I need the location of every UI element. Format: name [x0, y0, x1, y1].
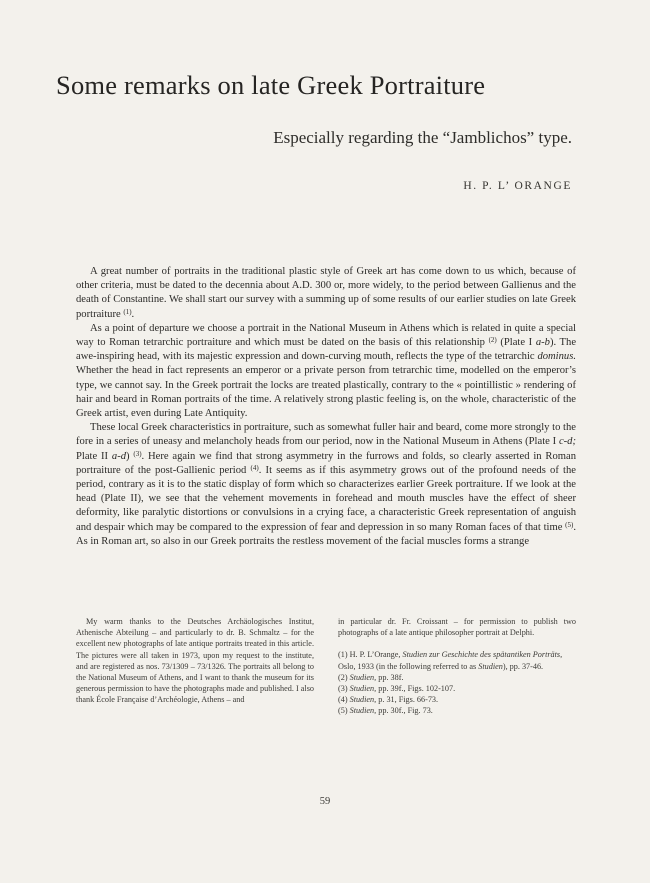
page-number: 59 — [319, 796, 331, 807]
footnote-ref: (4) — [250, 463, 259, 472]
article-title: Some remarks on late Greek Portraiture — [56, 70, 486, 100]
footnotes-right-column — [338, 616, 576, 717]
footnote-ref: (5) — [565, 520, 574, 529]
paragraph: These local Greek characteristics in portraiture, such as somewhat fuller hair and beard, come more strongly to the fore in a series of uneasy and melancholy heads from our period, now in the National Museum in Athens (Plate I c-d; Plate II a-d) $^{(3)}$. Here again we find that strong asymmetry in the furrows and folds, so clearly asserted in Roman portraiture of the post-Gallienic period $^{(4)}$. It seems as if this asymmetry grows out of the profound needs of the period, contrary as it is to the static display of form which so characterizes earlier Greek portraiture. If we look at the head (Plate II), we see that the vehement movements in forehead and mouth muscles have the effect of sheer deformity, like paralytic distortions or convulsions in a crying face, a characteristic Greek representation of anguish and despair which may be compared to the expression of fear and depression in so many Roman faces of that time $^{(5)}$. As in Roman art, so also in our Greek portraits the restless movement of the facial muscles forms a strange — [76, 422, 576, 547]
article-subtitle: Especially regarding the “Jamblichos” type. — [273, 128, 572, 147]
footnote-ref: (2) — [488, 336, 497, 345]
footnotes — [76, 616, 576, 717]
footnote-2: (2) Studien, pp. 38f. — [338, 672, 404, 682]
acknowledgement: My warm thanks to the Deutsches Archäologisches Institut, Athenische Abteilung – and particularly to dr. B. Schmaltz – for the excellent new photographs of late antique portraits treated in this article. The pictures were all taken in 1973, upon my request to the institute, and are registered as nos. 73/1309 – 73/1326. The portraits all belong to the National Museum of Athens, and I want to thank the museum for its generous permission to have the photographs made and published. I also thank École Française d’Archéologie, Athens – and — [76, 617, 314, 705]
acknowledgement-continued: in particular dr. Fr. Croissant – for permission to publish two photographs of a late antique philosopher portrait at Delphi. — [338, 617, 576, 638]
footnote-3: (3) Studien, pp. 39f., Figs. 102-107. — [338, 684, 456, 694]
footnote-1: (1) H. P. L’Orange, Studien zur Geschichte des spätantiken Porträts, Oslo, 1933 (in the following referred to as Studien), pp. 37-46. — [338, 650, 563, 671]
footnote-ref: (3) — [133, 449, 142, 458]
paragraph: As a point of departure we choose a portrait in the National Museum in Athens which is related in quite a special way to Roman tetrarchic portraiture and which must be dated on the basis of this relationship $^{(2)}$ (Plate I a-b). The awe-inspiring head, with its majestic expression and down-curving mouth, reflects the type of the tetrarchic dominus. Whether the head in fact represents an emperor or a private person from tetrarchic time, modelled on the emperor’s type, we cannot say. In the Greek portrait the locks are treated plastically, contrary to the « pointillistic » rendering of hair and beard in Roman portraits of the time. A relatively strong plastic feeling is, on the whole, characteristic of the Greek artist, even during Late Antiquity. — [76, 322, 577, 420]
paragraph: A great number of portraits in the traditional plastic style of Greek art has come down to us which, because of other criteria, must be dated to the decennia about A.D. 300 or, more widely, to the period between Gallienus and the death of Constantine. We shall start our survey with a summing up of some results of our earlier studies on late Greek portraiture $^{(1)}$. — [76, 266, 576, 320]
footnote-ref: (1) — [123, 307, 132, 316]
author-name: H. P. L’ ORANGE — [463, 180, 572, 192]
footnotes-left-column — [76, 616, 314, 717]
footnote-4: (4) Studien, p. 31, Figs. 66-73. — [338, 695, 439, 705]
footnote-5: (5) Studien, pp. 30f., Fig. 73. — [338, 706, 433, 716]
body-text — [76, 265, 576, 549]
